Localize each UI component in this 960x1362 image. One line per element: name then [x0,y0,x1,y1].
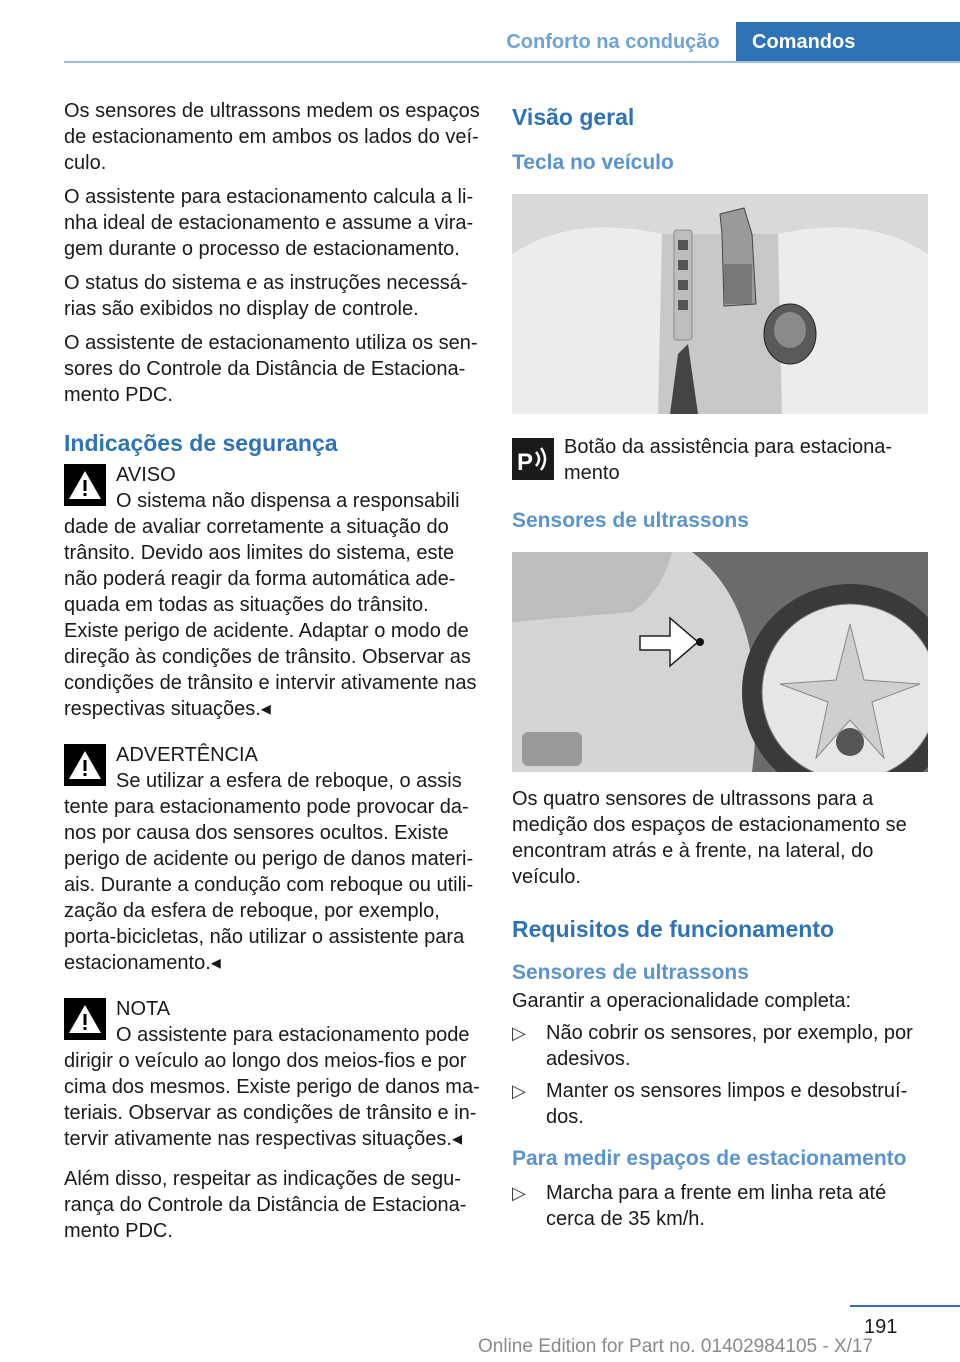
req-sensors-intro: Garantir a operacionalidade completa: [512,990,852,1012]
measure-list [512,1180,928,1232]
warning-block [64,996,480,1152]
warning-text-first-line: O sistema não dispensa a responsabili [116,490,460,512]
button-heading: Tecla no veículo [512,151,674,174]
warning-level: NOTA [116,998,171,1020]
overview-heading: Visão geral [512,104,635,130]
section-tab: Conforto na condução [506,30,720,53]
console-illustration [512,194,928,414]
req-sensors-heading: Sensores de ultrassons [512,961,749,984]
measure-heading: Para medir espaços de estacionamento [512,1147,907,1170]
park-assist-button-icon [512,438,554,480]
list-item: ▷ Manter os sensores limpos e desobstruídos. [512,1080,908,1128]
bullet-triangle-icon: ▷ [512,1023,526,1043]
warning-triangle-icon [64,998,106,1040]
button-caption-row [512,434,928,486]
bullet-triangle-icon: ▷ [512,1081,526,1101]
sensor-illustration [512,552,928,772]
right-column [512,102,928,1238]
closing-paragraph: Além disso, respeitar as indicações de segurança do Controle da Distância de Estacionamento PDC. [64,1168,467,1242]
list-item: ▷ Não cobrir os sensores, por exemplo, por adesivos. [512,1022,913,1070]
header-rule [64,61,960,63]
header-tabs [490,22,960,62]
requirements-heading: Requisitos de funcionamento [512,916,835,942]
intro-paragraph: O status do sistema e as instruções necessárias são exibidos no display de controle. [64,272,468,320]
intro-paragraph: O assistente para estacionamento calcula a linha ideal de estacionamento e assume a viragem durante o processo de estacionamento. [64,186,474,260]
warning-text-first-line: Se utilizar a esfera de reboque, o assis [116,770,462,792]
warning-text: tente para estacionamento pode provocar danos por causa dos sensores ocultos. Existe perigo de acidente ou perigo de danos materiais. Durante a condução com reboque ou utilização da esfera de reboque, por exemplo, porta-bicicletas, não utilizar o assistente para estacionamento.◂ [64,796,474,974]
intro-paragraph: Os sensores de ultrassons medem os espaços de estacionamento em ambos os lados do veículo. [64,100,480,174]
warning-triangle-icon [64,744,106,786]
left-column [64,98,480,1252]
intro-paragraph: O assistente de estacionamento utiliza os sensores do Controle da Distância de Estacionamento PDC. [64,332,478,406]
warning-text: dirigir o veículo ao longo dos meios-fios e por cima dos mesmos. Existe perigo de danos materiais. Observar as condições de trânsito e intervir ativamente nas respectivas situações.◂ [64,1050,480,1150]
list-item: ▷ Marcha para a frente em linha reta até cerca de 35 km/h. [512,1182,887,1230]
warning-text: dade de avaliar corretamente a situação do trânsito. Devido aos limites do sistema, este não poderá reagir da forma automática adequada em todas as situações do trânsito. Existe perigo de acidente. Adaptar o modo de direção às condições de trânsito. Observar as condições de trânsito e intervir ativamente nas respectivas situações.◂ [64,516,477,720]
req-sensors-list [512,1020,928,1130]
button-caption: Botão da assistência para estacionamento [564,436,892,484]
bullet-triangle-icon: ▷ [512,1183,526,1203]
warning-level: ADVERTÊNCIA [116,744,258,766]
warning-text-first-line: O assistente para estacionamento pode [116,1024,470,1046]
safety-heading: Indicações de segurança [64,430,338,456]
page-number: 191 [864,1316,898,1338]
warning-block [64,742,480,976]
warning-level: AVISO [116,464,176,486]
chapter-tab: Comandos [736,22,960,62]
sensors-heading: Sensores de ultrassons [512,509,749,532]
svg-text:P: P [517,449,534,476]
footer-rule [850,1305,960,1307]
sensors-text: Os quatro sensores de ultrassons para a medição dos espaços de estacionamento se encontram atrás e à frente, na lateral, do veículo. [512,788,907,888]
footer-edition: Online Edition for Part no. 01402984105 - X/17 [478,1336,874,1357]
warning-triangle-icon [64,464,106,506]
warning-block [64,462,480,722]
